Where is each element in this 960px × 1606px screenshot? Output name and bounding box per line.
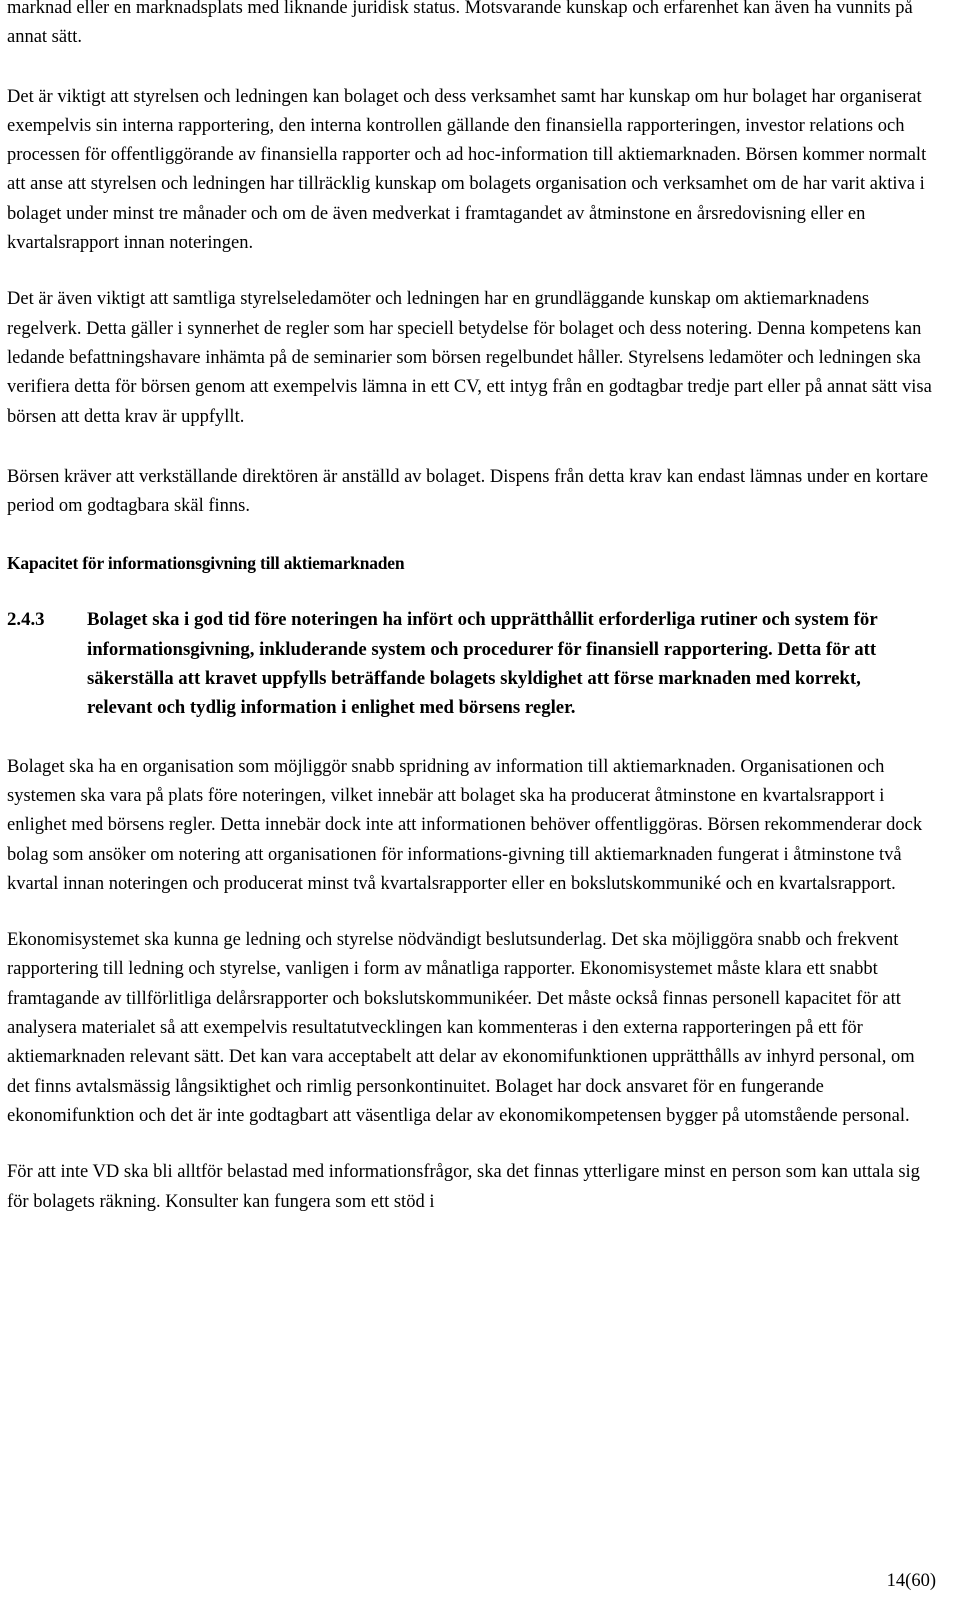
section-heading: Kapacitet för informationsgivning till aktiemarknaden [7,553,405,574]
rule-number: 2.4.3 [7,609,45,631]
paragraph-previous-experience: marknad eller en marknadsplats med liknande juridisk status. Motsvarande kunskap och erfarenhet kan även ha vunnits på annat sätt. [7,0,913,48]
page-number: 14(60) [886,1571,936,1591]
document-page [7,0,935,1217]
paragraph-ceo-employment: Börsen kräver att verkställande direktören är anställd av bolaget. Dispens från detta krav kan endast lämnas under en kortare period om godtagbara skäl finns. [7,466,929,517]
rule-text: Bolaget ska i god tid före noteringen ha infört och upprätthållit erforderliga rutiner och system för informationsgivning, inkluderande system och procedurer för finansiell rapportering. Detta för att säkerställa att kravet uppfylls beträffande bolagets skyldighet att förse marknaden med korrekt, relevant och tydlig information i enlighet med börsens regler. [87,609,878,719]
rule-block [7,605,935,722]
paragraph-board-knowledge: Det är viktigt att styrelsen och ledningen kan bolaget och dess verksamhet samt har kunskap om hur bolaget har organiserat exempelvis sin interna rapportering, den interna kontrollen gällande den finansiella rapporteringen, investor relations och processen för offentliggörande av finansiella rapporter och ad hoc-information till aktiemarknaden. Börsen kommer normalt att anse att styrelsen och ledningen har tillräcklig kunskap om bolagets organisation och verksamhet om de har varit aktiva i bolaget under minst tre månader och om de även medverkat i framtagandet av åtminstone en årsredovisning eller en kvartalsrapport innan noteringen. [7,86,927,254]
paragraph-regulatory-knowledge: Det är även viktigt att samtliga styrelseledamöter och ledningen har en grundläggande kunskap om aktiemarknadens regelverk. Detta gäller i synnerhet de regler som har speciell betydelse för bolaget och dess notering. Denna kompetens kan ledande befattningshavare inhämta på de seminarier som börsen regelbundet håller. Styrelsens ledamöter och ledningen ska verifiera detta för börsen genom att exempelvis lämna in ett CV, ett intyg från en godtagbar tredje part eller på annat sätt visa börsen att detta krav är uppfyllt. [7,289,932,427]
paragraph-organisation: Bolaget ska ha en organisation som möjliggör snabb spridning av information till aktiemarknaden. Organisationen och systemen ska vara på plats före noteringen, vilket innebär att bolaget ska ha producerat åtminstone en kvartalsrapport i enlighet med börsens regler. Detta innebär dock inte att informationen behöver offentliggöras. Börsen rekommenderar dock bolag som ansöker om notering att organisationen för informations-givning till aktiemarknaden fungerat i åtminstone två kvartal innan noteringen och producerat minst två kvartalsrapporter eller en bokslutskommuniké och en kvartalsrapport. [7,756,923,894]
paragraph-spokesperson: För att inte VD ska bli alltför belastad med informationsfrågor, ska det finnas ytterligare minst en person som kan uttala sig för bolagets räkning. Konsulter kan fungera som ett stöd i [7,1162,920,1212]
paragraph-finance-system: Ekonomisystemet ska kunna ge ledning och styrelse nödvändigt beslutsunderlag. Det ska möjliggöra snabb och frekvent rapportering till ledning och styrelse, vanligen i form av månatliga rapporter. Ekonomisystemet måste klara ett snabbt framtagande av tillförlitliga delårsrapporter och bokslutskommunikéer. Det måste också finnas personell kapacitet för att analysera materialet så att exempelvis resultatutvecklingen kan kommenteras i den externa rapporteringen på ett för aktiemarknaden relevant sätt. Det kan vara acceptabelt att delar av ekonomifunktionen upprätthålls av inhyrd personal, om det finns avtalsmässig långsiktighet och rimlig personkontinuitet. Bolaget har dock ansvaret för en fungerande ekonomifunktion och det är inte godtagbart att väsentliga delar av ekonomikompetensen bygger på utomstående personal. [7,930,915,1126]
